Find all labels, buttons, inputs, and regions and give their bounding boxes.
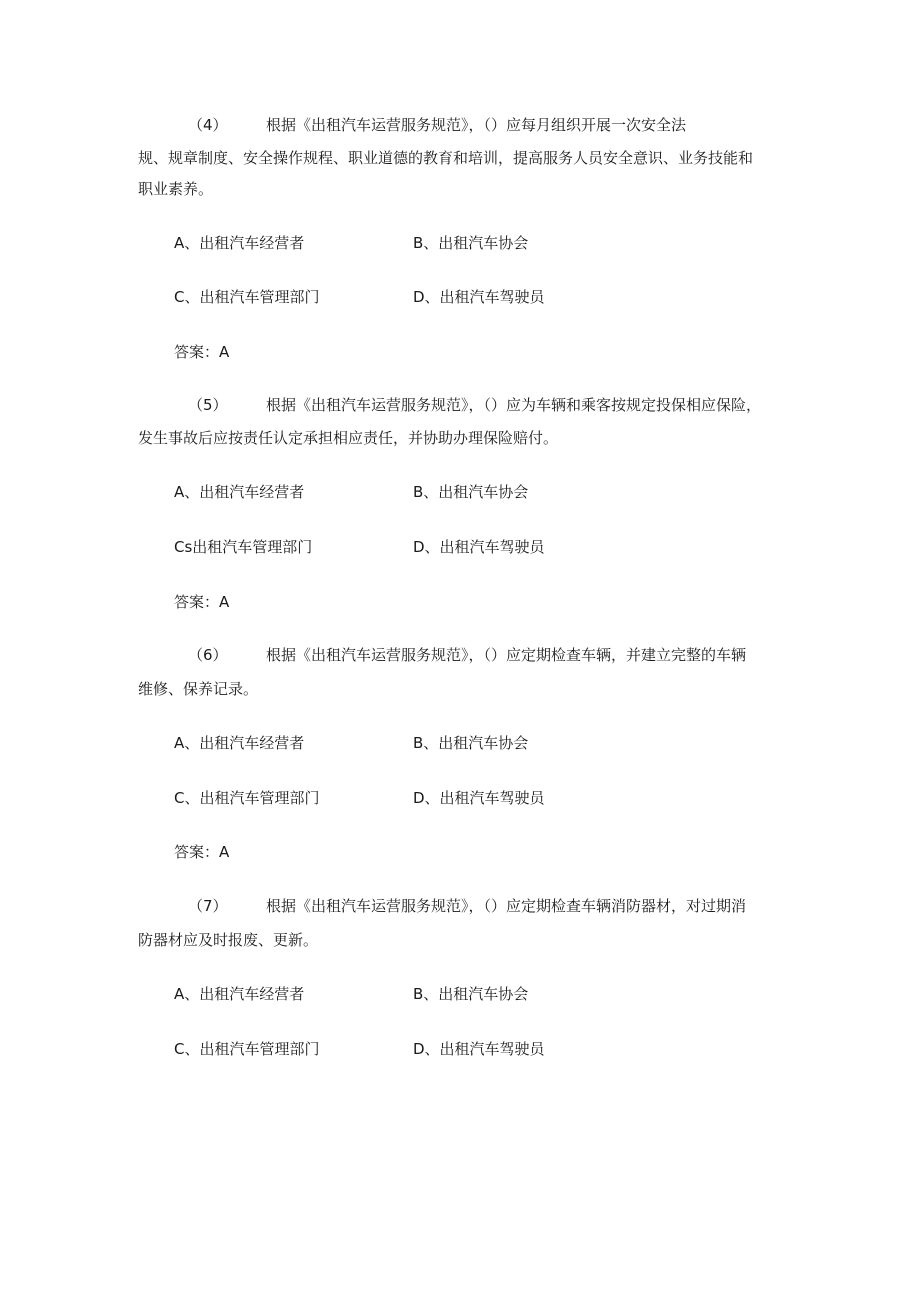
option-a: A、出租汽车经营者 [174, 234, 305, 252]
option-c: Cs出租汽车管理部门 [174, 538, 313, 556]
question-number: （7） [188, 897, 228, 915]
question-stem-line: 根据《出租汽车运营服务规范》，（）应定期检查车辆消防器材，对过期消 [266, 897, 747, 915]
option-a: A、出租汽车经营者 [174, 483, 305, 501]
answer-text: 答案：A [174, 593, 230, 611]
option-c: C、出租汽车管理部门 [174, 1040, 320, 1058]
question-stem-line: 规、规章制度、安全操作规程、职业道德的教育和培训，提高服务人员安全意识、业务技能和 [138, 149, 754, 167]
answer-text: 答案：A [174, 843, 230, 861]
question-stem-line: 职业素养。 [138, 180, 214, 198]
option-b: B、出租汽车协会 [413, 734, 529, 752]
option-d: D、出租汽车驾驶员 [413, 538, 545, 556]
question-stem-line: 根据《出租汽车运营服务规范》，（）应每月组织开展一次安全法 [266, 116, 687, 134]
option-d: D、出租汽车驾驶员 [413, 288, 545, 306]
question-number: （5） [188, 396, 228, 414]
answer-text: 答案：A [174, 343, 230, 361]
option-c: C、出租汽车管理部门 [174, 288, 320, 306]
option-b: B、出租汽车协会 [413, 483, 529, 501]
question-stem-line: 维修、保养记录。 [138, 680, 259, 698]
question-stem-line: 根据《出租汽车运营服务规范》，（）应为车辆和乘客按规定投保相应保险， [266, 396, 762, 414]
question-stem-line: 根据《出租汽车运营服务规范》，（）应定期检查车辆，并建立完整的车辆 [266, 646, 747, 664]
option-b: B、出租汽车协会 [413, 234, 529, 252]
option-d: D、出租汽车驾驶员 [413, 1040, 545, 1058]
question-number: （6） [188, 646, 228, 664]
option-a: A、出租汽车经营者 [174, 985, 305, 1003]
question-number: （4） [188, 116, 228, 134]
question-stem-line: 发生事故后应按责任认定承担相应责任，并协助办理保险赔付。 [138, 429, 559, 447]
question-stem-line: 防器材应及时报废、更新。 [138, 931, 319, 949]
option-b: B、出租汽车协会 [413, 985, 529, 1003]
option-d: D、出租汽车驾驶员 [413, 789, 545, 807]
option-a: A、出租汽车经营者 [174, 734, 305, 752]
option-c: C、出租汽车管理部门 [174, 789, 320, 807]
